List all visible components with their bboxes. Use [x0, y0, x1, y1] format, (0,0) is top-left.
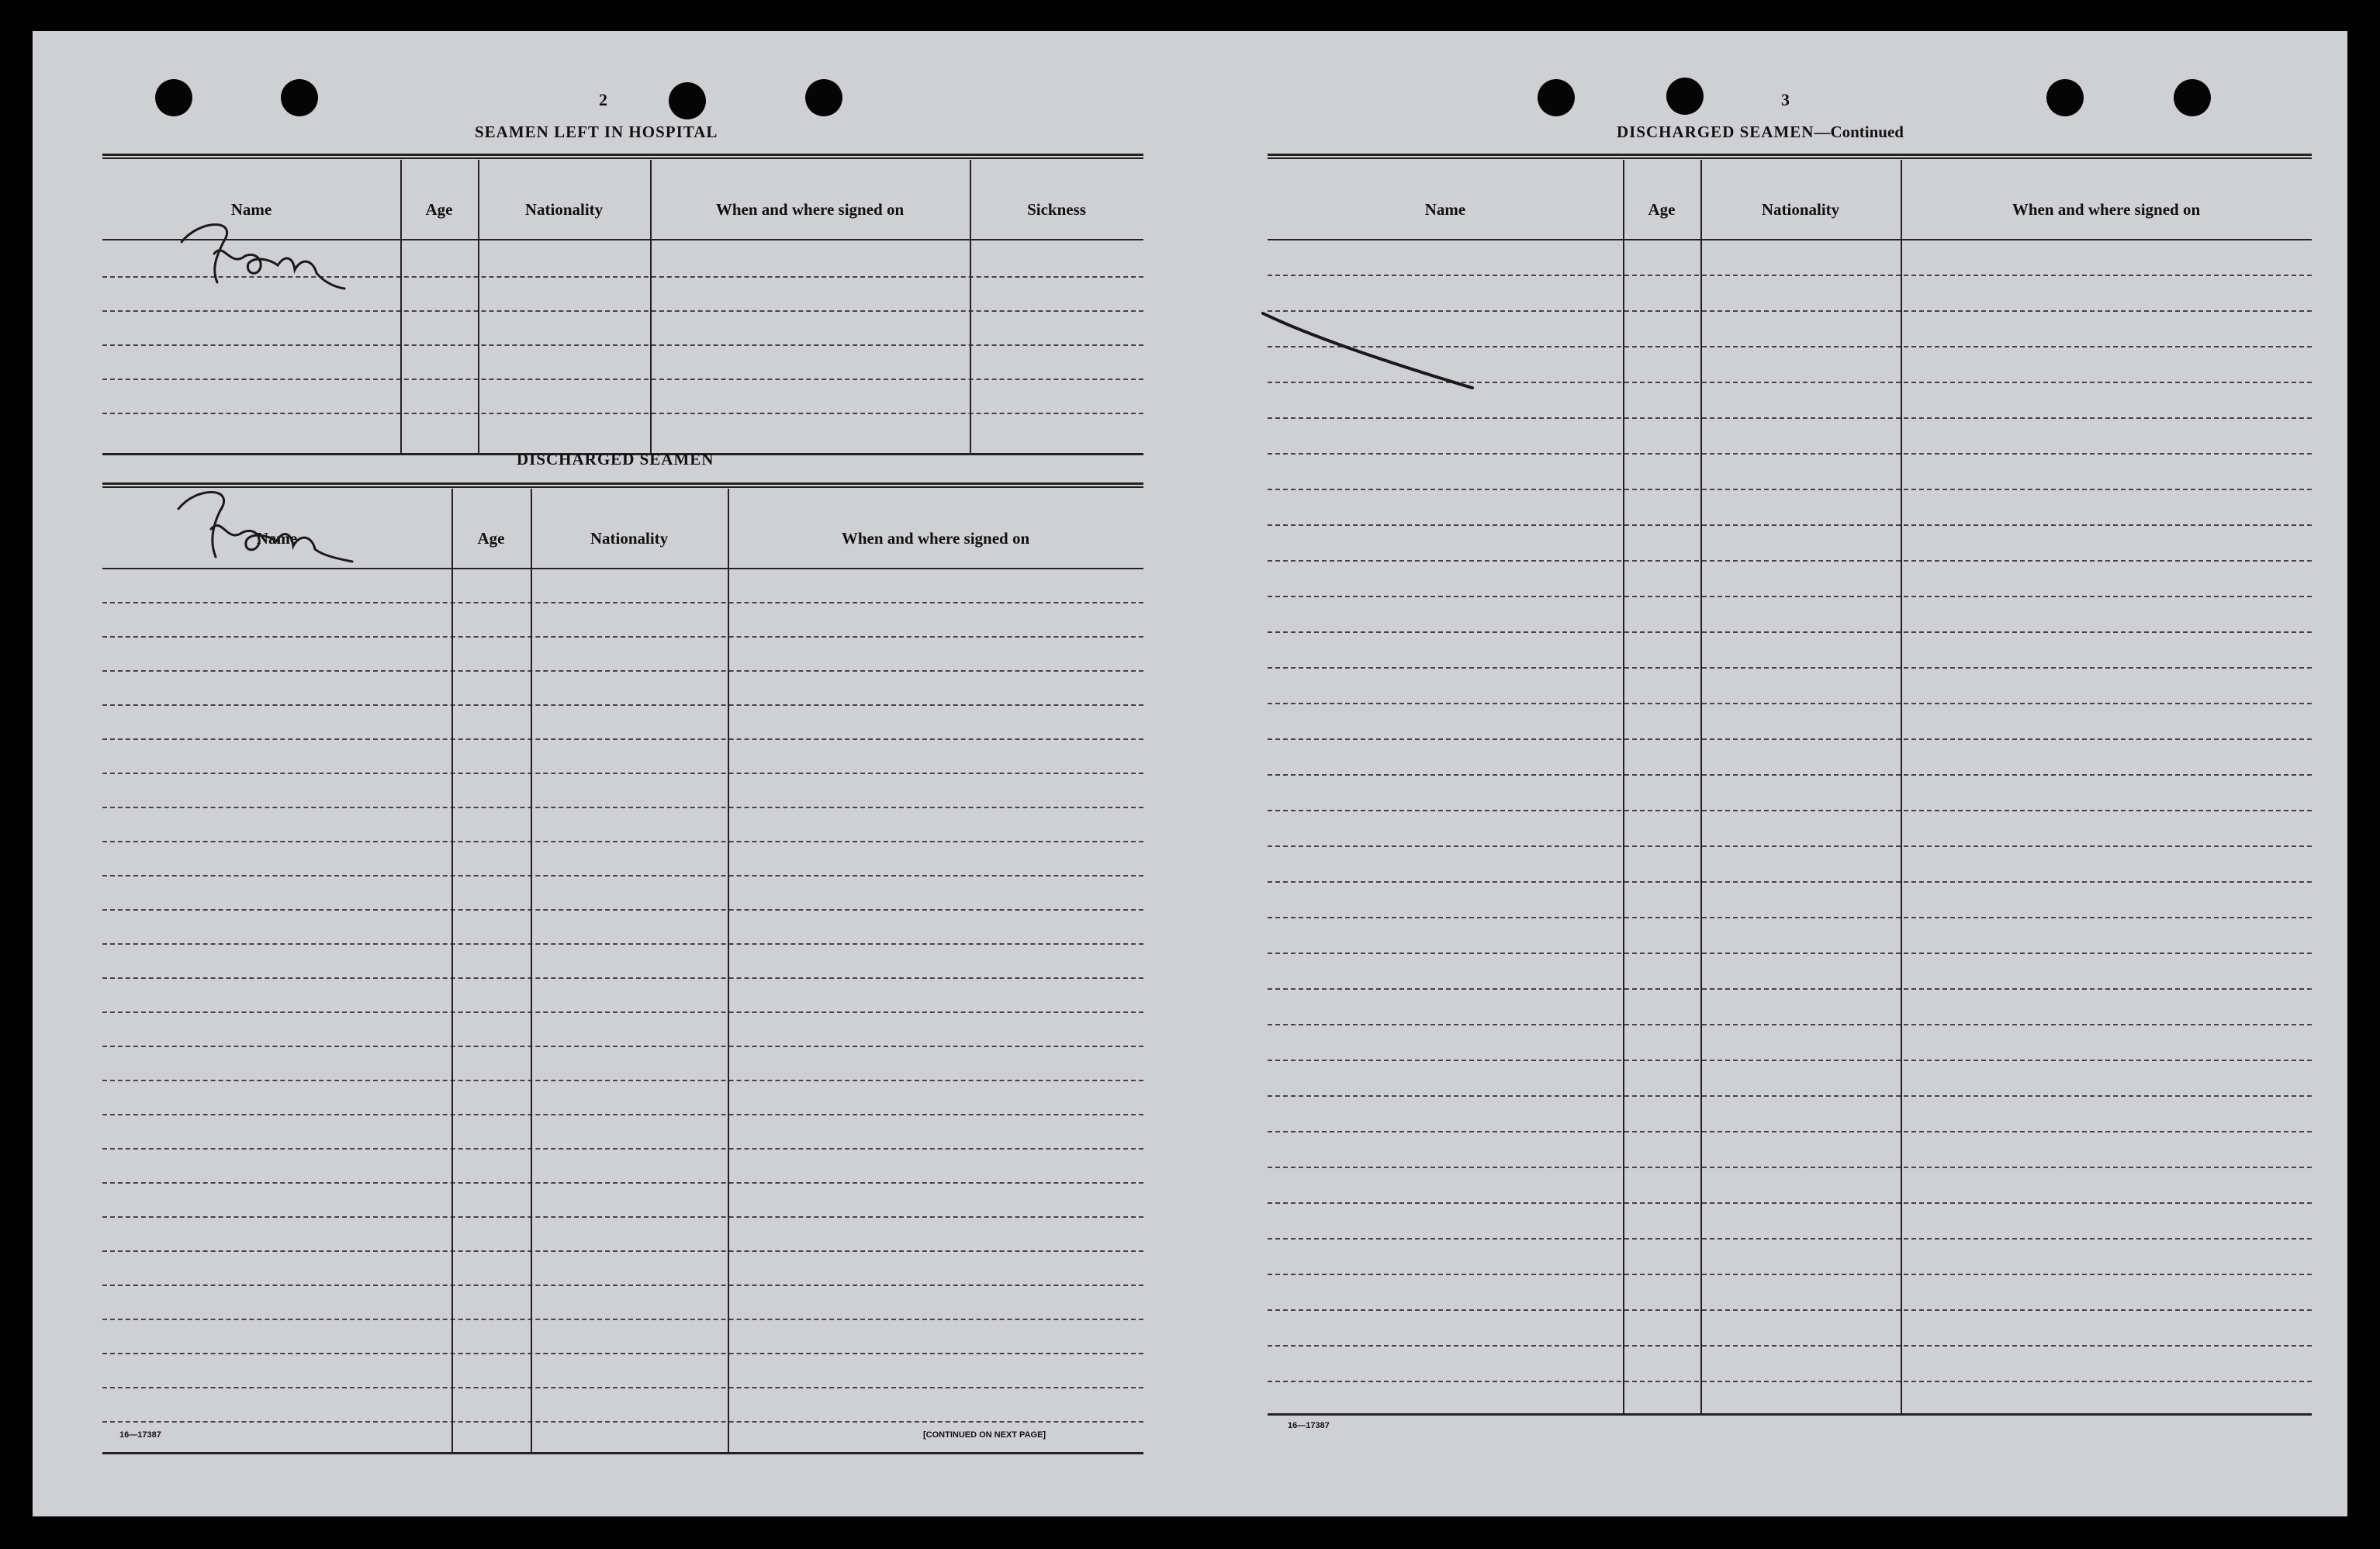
- row-rule: [1268, 988, 2312, 990]
- row-rule: [102, 977, 1143, 979]
- row-rule: [1268, 703, 2312, 704]
- row-rule: [1268, 1060, 2312, 1061]
- form-number-left: 16—17387: [119, 1430, 161, 1440]
- punch-hole: [155, 79, 192, 116]
- hospital-table: [102, 154, 1143, 458]
- punch-hole: [805, 79, 842, 116]
- row-rule: [102, 875, 1143, 876]
- row-rule: [1268, 1167, 2312, 1168]
- table-bottom-rule: [102, 1452, 1143, 1454]
- row-rule: [1268, 631, 2312, 633]
- row-rule: [1268, 667, 2312, 669]
- column-header-name: Name: [256, 529, 298, 548]
- row-rule: [1268, 1202, 2312, 1204]
- column-header-name: Name: [1424, 200, 1466, 219]
- punch-hole: [1538, 79, 1575, 116]
- row-rule: [1268, 417, 2312, 419]
- column-header-when-where: When and where signed on: [841, 529, 1030, 548]
- row-rule: [102, 636, 1143, 638]
- left-page-number: 2: [599, 90, 607, 109]
- row-rule: [102, 413, 1143, 414]
- row-rule: [1268, 560, 2312, 562]
- row-rule: [102, 379, 1143, 380]
- column-divider: [970, 160, 971, 455]
- table-bottom-rule: [1268, 1413, 2312, 1416]
- column-header-age: Age: [1648, 200, 1676, 219]
- header-rule: [1268, 239, 2312, 240]
- row-rule: [1268, 453, 2312, 455]
- row-rule: [102, 1353, 1143, 1354]
- row-rule: [102, 1080, 1143, 1081]
- column-divider: [728, 489, 729, 1454]
- continued-note: [CONTINUED ON NEXT PAGE]: [923, 1430, 1046, 1440]
- row-rule: [102, 1114, 1143, 1115]
- handwritten-none-signature: [161, 481, 363, 574]
- row-rule: [1268, 1381, 2312, 1382]
- row-rule: [1268, 1274, 2312, 1275]
- row-rule: [102, 1284, 1143, 1286]
- handwritten-none-signature: [169, 211, 355, 296]
- row-rule: [102, 1148, 1143, 1150]
- row-rule: [1268, 774, 2312, 776]
- row-rule: [1268, 1238, 2312, 1240]
- hospital-section-title: SEAMEN LEFT IN HOSPITAL: [475, 123, 718, 141]
- column-divider: [478, 160, 479, 455]
- table-top-rule: [102, 154, 1143, 159]
- column-header-name: Name: [230, 200, 272, 219]
- right-page-number: 3: [1781, 90, 1790, 109]
- document-paper: [33, 31, 2347, 1516]
- column-header-when-where: When and where signed on: [715, 200, 905, 219]
- handwritten-strike-mark: [1258, 271, 1538, 411]
- row-rule: [1268, 917, 2312, 918]
- punch-hole: [669, 82, 706, 119]
- row-rule: [1268, 1345, 2312, 1347]
- row-rule: [102, 1216, 1143, 1218]
- table-top-rule: [1268, 154, 2312, 159]
- row-rule: [1268, 524, 2312, 526]
- column-divider: [1901, 160, 1902, 1413]
- right-section-title: [1617, 123, 1904, 142]
- row-rule: [102, 602, 1143, 603]
- row-rule: [1268, 1309, 2312, 1311]
- row-rule: [1268, 953, 2312, 954]
- row-rule: [102, 344, 1143, 346]
- column-divider: [1623, 160, 1624, 1413]
- row-rule: [102, 1421, 1143, 1423]
- column-header-nationality: Nationality: [590, 529, 669, 548]
- column-divider: [451, 489, 453, 1454]
- discharged-table-left: [102, 482, 1143, 1461]
- column-header-nationality: Nationality: [524, 200, 604, 219]
- column-header-nationality: Nationality: [1761, 200, 1840, 219]
- row-rule: [102, 738, 1143, 740]
- punch-hole: [1666, 78, 1704, 115]
- row-rule: [1268, 489, 2312, 490]
- column-header-age: Age: [425, 200, 453, 219]
- column-divider: [531, 489, 532, 1454]
- column-divider: [400, 160, 402, 455]
- row-rule: [102, 909, 1143, 911]
- column-header-when-where: When and where signed on: [2012, 200, 2201, 219]
- row-rule: [1268, 738, 2312, 740]
- column-divider: [650, 160, 652, 455]
- punch-hole: [2046, 79, 2084, 116]
- row-rule: [1268, 1131, 2312, 1132]
- row-rule: [1268, 881, 2312, 883]
- row-rule: [102, 807, 1143, 808]
- punch-hole: [2174, 79, 2211, 116]
- column-header-sickness: Sickness: [1027, 200, 1086, 219]
- row-rule: [1268, 1095, 2312, 1097]
- row-rule: [102, 1011, 1143, 1013]
- row-rule: [102, 943, 1143, 945]
- row-rule: [102, 310, 1143, 312]
- row-rule: [102, 1250, 1143, 1252]
- column-divider: [1700, 160, 1702, 1413]
- row-rule: [1268, 596, 2312, 597]
- punch-hole: [281, 79, 318, 116]
- row-rule: [102, 1319, 1143, 1320]
- row-rule: [1268, 845, 2312, 847]
- right-section-title-main: DISCHARGED SEAMEN: [1617, 123, 1814, 141]
- row-rule: [102, 841, 1143, 842]
- row-rule: [102, 773, 1143, 774]
- row-rule: [102, 1387, 1143, 1388]
- form-number-right: 16—17387: [1288, 1421, 1330, 1430]
- column-header-age: Age: [477, 529, 505, 548]
- row-rule: [102, 1046, 1143, 1047]
- discharged-section-title: DISCHARGED SEAMEN: [517, 450, 714, 469]
- row-rule: [1268, 810, 2312, 811]
- row-rule: [102, 704, 1143, 706]
- right-section-title-suffix: —Continued: [1814, 123, 1904, 141]
- row-rule: [1268, 1024, 2312, 1025]
- row-rule: [102, 670, 1143, 672]
- row-rule: [102, 1182, 1143, 1184]
